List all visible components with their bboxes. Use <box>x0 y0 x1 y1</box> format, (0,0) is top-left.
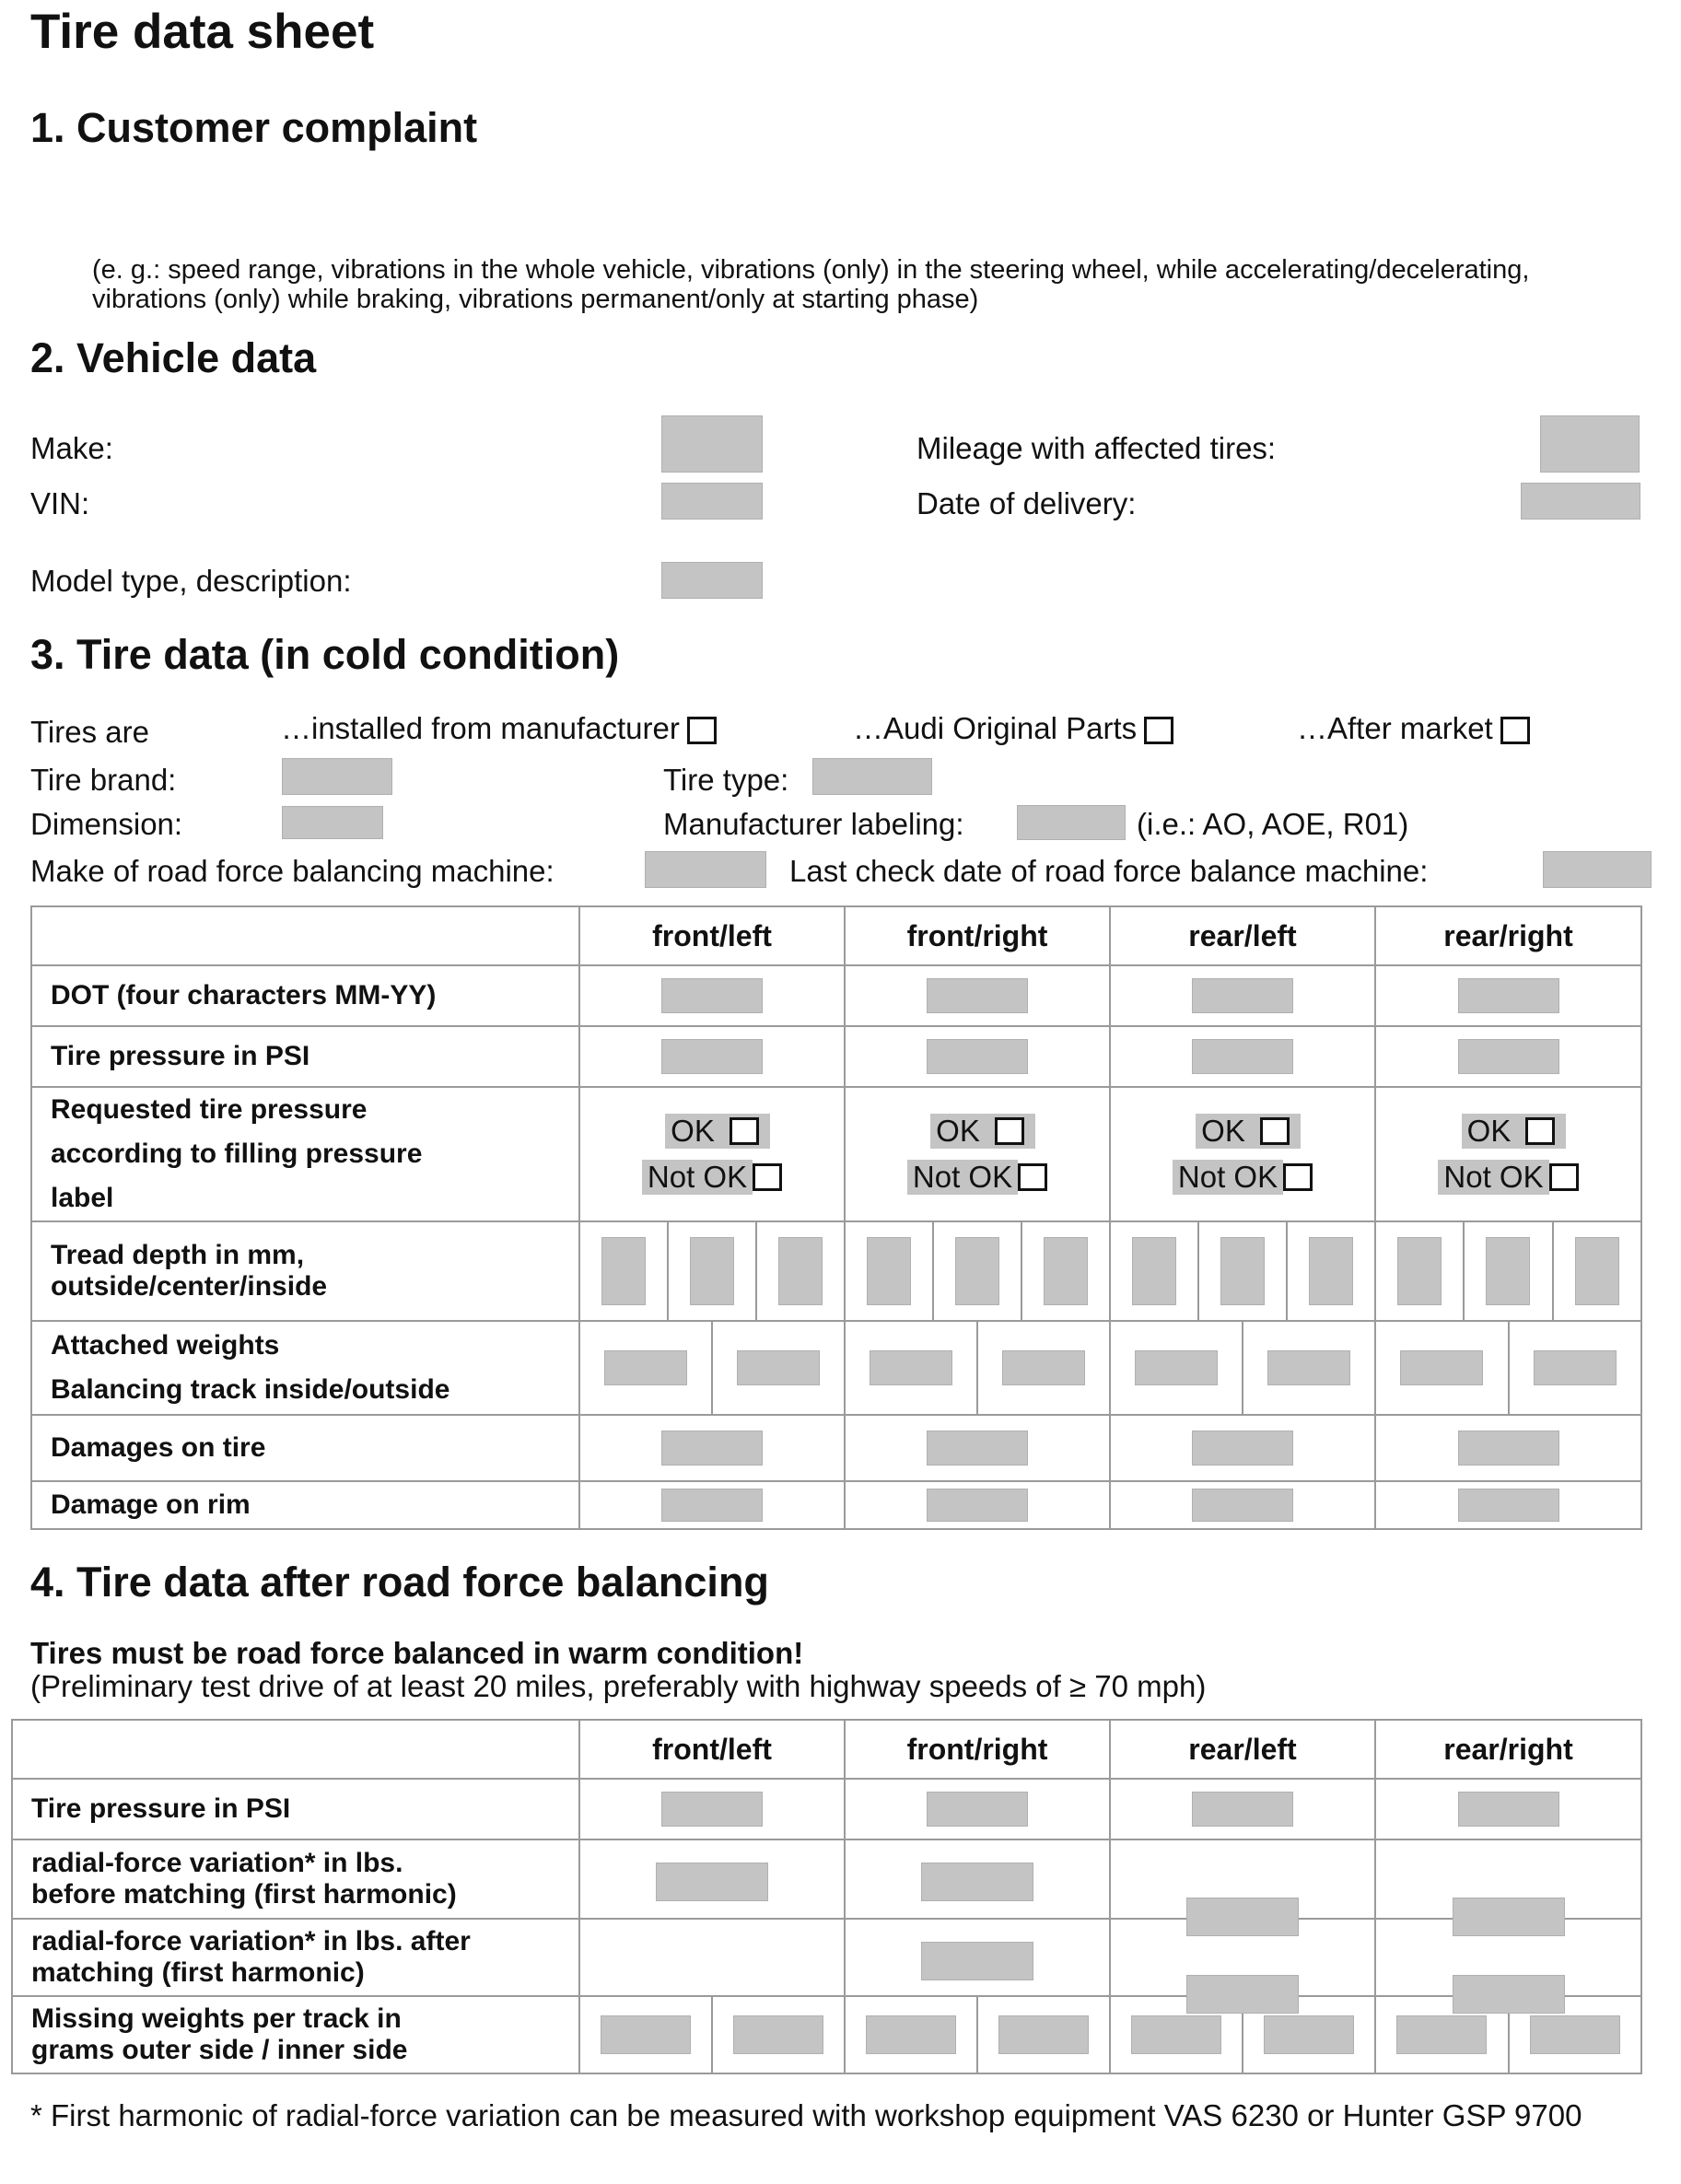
notok-label-rr: Not OK <box>1438 1160 1548 1195</box>
tread-fr-outside[interactable] <box>867 1237 911 1305</box>
footnote: * First harmonic of radial-force variation can be measured with workshop equipment VAS 6230 or Hunter GSP 9700 <box>30 2098 1582 2132</box>
warm-warning: Tires must be road force balanced in warm condition! <box>30 1636 804 1670</box>
model-label: Model type, description: <box>30 564 352 598</box>
mileage-field[interactable] <box>1540 415 1640 473</box>
after-pressure-row-label: Tire pressure in PSI <box>12 1779 579 1839</box>
tread-fl-inside[interactable] <box>778 1237 823 1305</box>
pressure-field-fr[interactable] <box>927 1039 1028 1074</box>
machine-field[interactable] <box>645 851 766 888</box>
damage-rim-row-label: Damage on rim <box>31 1481 579 1529</box>
audi-parts-checkbox[interactable] <box>1144 717 1173 744</box>
dot-field-rr[interactable] <box>1458 978 1559 1013</box>
ok-label-rr: OK <box>1462 1114 1567 1149</box>
option-audi-parts-label: …Audi Original Parts <box>853 711 1138 745</box>
before-fr[interactable] <box>921 1863 1033 1901</box>
ok-option-rr[interactable] <box>1376 1108 1640 1154</box>
tire-type-label: Tire type: <box>663 763 789 797</box>
tread-rr-inside[interactable] <box>1575 1237 1619 1305</box>
damage-tire-fr[interactable] <box>927 1431 1028 1466</box>
damage-rim-rl[interactable] <box>1192 1489 1293 1522</box>
tire-brand-field[interactable] <box>282 758 392 795</box>
requested-line-1: Requested tire pressure <box>51 1094 368 1125</box>
col2-rear-left: rear/left <box>1110 1720 1375 1779</box>
aftermarket-checkbox[interactable] <box>1500 717 1530 744</box>
requested-line-3: label <box>51 1183 114 1213</box>
notok-checkbox-fl[interactable] <box>753 1163 782 1191</box>
complaint-field[interactable] <box>92 166 1640 249</box>
missing-fr-outer[interactable] <box>866 2015 956 2054</box>
dot-row-label: DOT (four characters MM-YY) <box>31 965 579 1026</box>
tire-type-field[interactable] <box>812 758 932 795</box>
dot-field-fr[interactable] <box>927 978 1028 1013</box>
section-2-heading: 2. Vehicle data <box>30 334 317 381</box>
pressure-field-fl[interactable] <box>661 1039 763 1074</box>
pressure-field-rl[interactable] <box>1192 1039 1293 1074</box>
vin-field[interactable] <box>661 483 763 520</box>
weights-rl-outside[interactable] <box>1267 1350 1350 1385</box>
dimension-field[interactable] <box>282 806 383 839</box>
option-aftermarket-label: …After market <box>1297 711 1493 745</box>
notok-option-rr[interactable] <box>1376 1154 1640 1200</box>
model-field[interactable] <box>661 562 763 599</box>
tread-line-2: outside/center/inside <box>51 1271 328 1302</box>
damage-rim-rr[interactable] <box>1458 1489 1559 1522</box>
dot-field-fl[interactable] <box>661 978 763 1013</box>
option-aftermarket[interactable] <box>1297 711 1530 746</box>
page-title: Tire data sheet <box>30 5 375 59</box>
make-field[interactable] <box>661 415 763 473</box>
dot-field-rl[interactable] <box>1192 978 1293 1013</box>
pressure-field-rr[interactable] <box>1458 1039 1559 1074</box>
weights-fl-inside[interactable] <box>604 1350 687 1385</box>
weights-line-1: Attached weights <box>51 1330 280 1361</box>
after-line-1: radial-force variation* in lbs. after <box>31 1926 471 1956</box>
notok-checkbox-fr[interactable] <box>1018 1163 1047 1191</box>
after-row-label <box>12 1919 579 1996</box>
tread-fr-center[interactable] <box>955 1237 999 1305</box>
tread-rr-center[interactable] <box>1486 1237 1530 1305</box>
requested-line-2: according to filling pressure <box>51 1139 423 1169</box>
before-rl[interactable] <box>1186 1898 1299 1936</box>
ok-checkbox-fr[interactable] <box>995 1117 1024 1145</box>
last-check-label: Last check date of road force balance machine: <box>789 854 1429 888</box>
last-check-field[interactable] <box>1543 851 1652 888</box>
ok-checkbox-fl[interactable] <box>730 1117 759 1145</box>
tread-fl-center[interactable] <box>690 1237 734 1305</box>
damage-rim-fr[interactable] <box>927 1489 1028 1522</box>
notok-option-rl[interactable] <box>1111 1154 1374 1200</box>
after-pressure-fr[interactable] <box>927 1792 1028 1827</box>
after-pressure-fl[interactable] <box>661 1792 763 1827</box>
damage-tire-fl[interactable] <box>661 1431 763 1466</box>
manufacturer-labeling-field[interactable] <box>1017 805 1126 840</box>
header-blank <box>31 906 579 965</box>
ok-checkbox-rr[interactable] <box>1525 1117 1555 1145</box>
delivery-label: Date of delivery: <box>916 486 1137 520</box>
section-3-heading: 3. Tire data (in cold condition) <box>30 631 620 678</box>
col-front-right: front/right <box>845 906 1110 965</box>
ok-label-rl: OK <box>1196 1114 1301 1149</box>
damage-tire-rl[interactable] <box>1192 1431 1293 1466</box>
tread-rl-inside[interactable] <box>1309 1237 1353 1305</box>
notok-checkbox-rr[interactable] <box>1549 1163 1579 1191</box>
tire-data-table <box>30 905 1642 1530</box>
notok-label-rl: Not OK <box>1173 1160 1283 1195</box>
test-drive-note: (Preliminary test drive of at least 20 miles, preferably with highway speeds of ≥ 70 mph) <box>30 1669 1207 1703</box>
missing-rl-outer[interactable] <box>1131 2015 1221 2054</box>
missing-rr-inner[interactable] <box>1530 2015 1620 2054</box>
col-rear-right: rear/right <box>1375 906 1641 965</box>
missing-fl-outer[interactable] <box>601 2015 691 2054</box>
option-manufacturer-label: …installed from manufacturer <box>281 711 680 745</box>
ok-option-fr[interactable] <box>846 1108 1109 1154</box>
option-audi-parts[interactable] <box>853 711 1173 746</box>
missing-rr-outer[interactable] <box>1396 2015 1487 2054</box>
tread-rl-center[interactable] <box>1220 1237 1265 1305</box>
damage-tire-row-label: Damages on tire <box>31 1415 579 1481</box>
section-4-heading: 4. Tire data after road force balancing <box>30 1559 769 1606</box>
weights-row-label <box>31 1321 579 1415</box>
damage-tire-rr[interactable] <box>1458 1431 1559 1466</box>
machine-label: Make of road force balancing machine: <box>30 854 554 888</box>
notok-label-fr: Not OK <box>907 1160 1018 1195</box>
ok-option-rl[interactable] <box>1111 1108 1374 1154</box>
tread-fl-outside[interactable] <box>601 1237 646 1305</box>
notok-option-fl[interactable] <box>580 1154 844 1200</box>
weights-fr-inside[interactable] <box>870 1350 952 1385</box>
after-pressure-rl[interactable] <box>1192 1792 1293 1827</box>
requested-row-label <box>31 1087 579 1221</box>
tread-row-label <box>31 1221 579 1321</box>
manufacturer-checkbox[interactable] <box>687 717 717 744</box>
col2-front-right: front/right <box>845 1720 1110 1779</box>
missing-line-1: Missing weights per track in <box>31 2003 402 2034</box>
weights-rr-outside[interactable] <box>1534 1350 1617 1385</box>
delivery-field[interactable] <box>1521 483 1640 520</box>
notok-checkbox-rl[interactable] <box>1283 1163 1313 1191</box>
header-blank-2 <box>12 1720 579 1779</box>
missing-line-2: grams outer side / inner side <box>31 2035 408 2065</box>
after-pressure-rr[interactable] <box>1458 1792 1559 1827</box>
pressure-row-label: Tire pressure in PSI <box>31 1026 579 1087</box>
damage-rim-fl[interactable] <box>661 1489 763 1522</box>
tire-brand-label: Tire brand: <box>30 763 177 797</box>
tread-rr-outside[interactable] <box>1397 1237 1442 1305</box>
before-fl[interactable] <box>656 1863 768 1901</box>
ok-label-fr: OK <box>930 1114 1035 1149</box>
tread-rl-outside[interactable] <box>1132 1237 1176 1305</box>
before-line-2: before matching (first harmonic) <box>31 1879 457 1910</box>
after-rl[interactable] <box>1186 1975 1299 2014</box>
col2-front-left: front/left <box>579 1720 845 1779</box>
ok-label-fl: OK <box>665 1114 770 1149</box>
missing-fr-inner[interactable] <box>998 2015 1089 2054</box>
after-fr[interactable] <box>921 1942 1033 1980</box>
notok-label-fl: Not OK <box>642 1160 753 1195</box>
weights-rr-inside[interactable] <box>1400 1350 1483 1385</box>
tires-are-label: Tires are <box>30 715 149 749</box>
section-1-heading: 1. Customer complaint <box>30 104 478 151</box>
col2-rear-right: rear/right <box>1375 1720 1641 1779</box>
weights-rl-inside[interactable] <box>1135 1350 1218 1385</box>
balancing-table <box>11 1719 1642 2074</box>
col-rear-left: rear/left <box>1110 906 1375 965</box>
after-line-2: matching (first harmonic) <box>31 1957 365 1988</box>
ok-option-fl[interactable] <box>580 1108 844 1154</box>
missing-rl-inner[interactable] <box>1264 2015 1354 2054</box>
complaint-hint: (e. g.: speed range, vibrations in the whole vehicle, vibrations (only) in the steering wheel, while accelerating/decelerating, vibrations (only) while braking, vibrations permanent/only at starting phase) <box>92 255 1530 314</box>
missing-row-label <box>12 1996 579 2073</box>
weights-fl-outside[interactable] <box>737 1350 820 1385</box>
option-manufacturer[interactable] <box>281 711 717 746</box>
tread-line-1: Tread depth in mm, <box>51 1240 305 1270</box>
dimension-label: Dimension: <box>30 807 183 841</box>
tread-fr-inside[interactable] <box>1044 1237 1088 1305</box>
before-row-label <box>12 1839 579 1919</box>
ok-checkbox-rl[interactable] <box>1260 1117 1290 1145</box>
after-rr[interactable] <box>1453 1975 1565 2014</box>
before-line-1: radial-force variation* in lbs. <box>31 1848 403 1878</box>
weights-fr-outside[interactable] <box>1002 1350 1085 1385</box>
manufacturer-labeling-label: Manufacturer labeling: <box>663 807 964 841</box>
make-label: Make: <box>30 431 113 465</box>
mileage-label: Mileage with affected tires: <box>916 431 1277 465</box>
col-front-left: front/left <box>579 906 845 965</box>
missing-fl-inner[interactable] <box>733 2015 823 2054</box>
weights-line-2: Balancing track inside/outside <box>51 1374 450 1405</box>
vin-label: VIN: <box>30 486 90 520</box>
before-rr[interactable] <box>1453 1898 1565 1936</box>
notok-option-fr[interactable] <box>846 1154 1109 1200</box>
manufacturer-labeling-hint: (i.e.: AO, AOE, R01) <box>1137 807 1409 841</box>
